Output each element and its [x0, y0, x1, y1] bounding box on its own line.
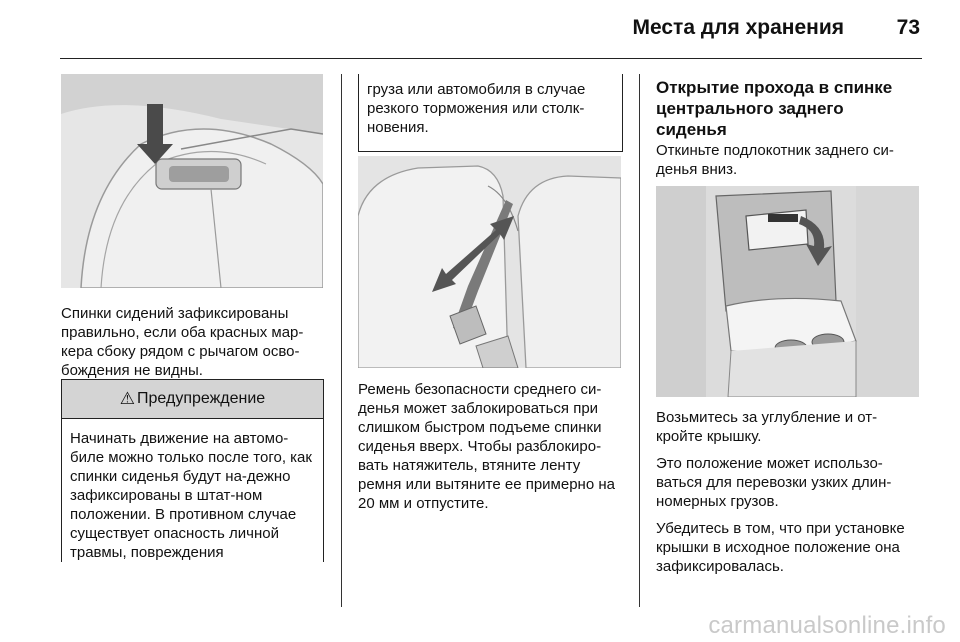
seatbelt-drawing — [358, 156, 621, 368]
warning-triangle-icon: ⚠ — [119, 389, 136, 408]
warning-header — [62, 380, 323, 419]
seatback-caption-text: Спинки сидений зафиксированы правильно, если оба красных мар-кера сбоку рядом с рычагом осво-бождения не видны. — [61, 305, 304, 379]
seatbelt-caption — [358, 380, 624, 513]
armrest-drawing — [656, 186, 919, 397]
column-divider-right — [639, 74, 640, 607]
armrest-instructions — [656, 408, 922, 576]
seatbelt-caption-text: Ремень безопасности среднего си-денья может заблокироваться при слишком быстром подъеме спинки сиденья вверх. Чтобы разблокиро-вать натяжитель, втяните ленту ремня или вытяните ее примерно на 20 мм и отпустите. — [358, 381, 615, 512]
pass-through-section — [656, 77, 918, 179]
armrest-pass-through-illustration — [656, 186, 919, 397]
section-title: Открытие прохода в спинке центрального заднего сиденья — [656, 78, 893, 139]
seatback-caption — [61, 304, 325, 380]
warning-text: Начинать движение на автомо-биле можно только после того, как спинки сиденья будут на-дежно зафиксированы в штат-ном положении. В противном случае существует опасность личной травмы, повреждения — [70, 430, 312, 561]
page-number: 73 — [896, 16, 920, 39]
page-header-title: Места для хранения — [632, 16, 844, 39]
warning-box-continued — [358, 74, 623, 152]
site-watermark: carmanualsonline.info — [708, 612, 946, 639]
section-intro: Откиньте подлокотник заднего си-денья вниз. — [656, 142, 894, 178]
instruction-paragraph-1: Возьмитесь за углубление и от-кройте крышку. — [656, 409, 878, 445]
seatback-lock-illustration — [61, 74, 323, 288]
seatbelt-illustration — [358, 156, 621, 368]
warning-heading: Предупреждение — [137, 390, 266, 407]
warning-continuation-text: груза или автомобиля в случае резкого торможения или столк-новения. — [367, 81, 586, 136]
instruction-paragraph-2: Это положение может использо-ваться для перевозки узких длин-номерных грузов. — [656, 455, 892, 510]
warning-box — [61, 379, 324, 562]
column-divider-left — [341, 74, 342, 607]
header-divider — [60, 58, 922, 59]
seatback-lock-drawing — [61, 74, 323, 288]
instruction-paragraph-3: Убедитесь в том, что при установке крышки в исходное положение она зафиксировалась. — [656, 520, 905, 575]
